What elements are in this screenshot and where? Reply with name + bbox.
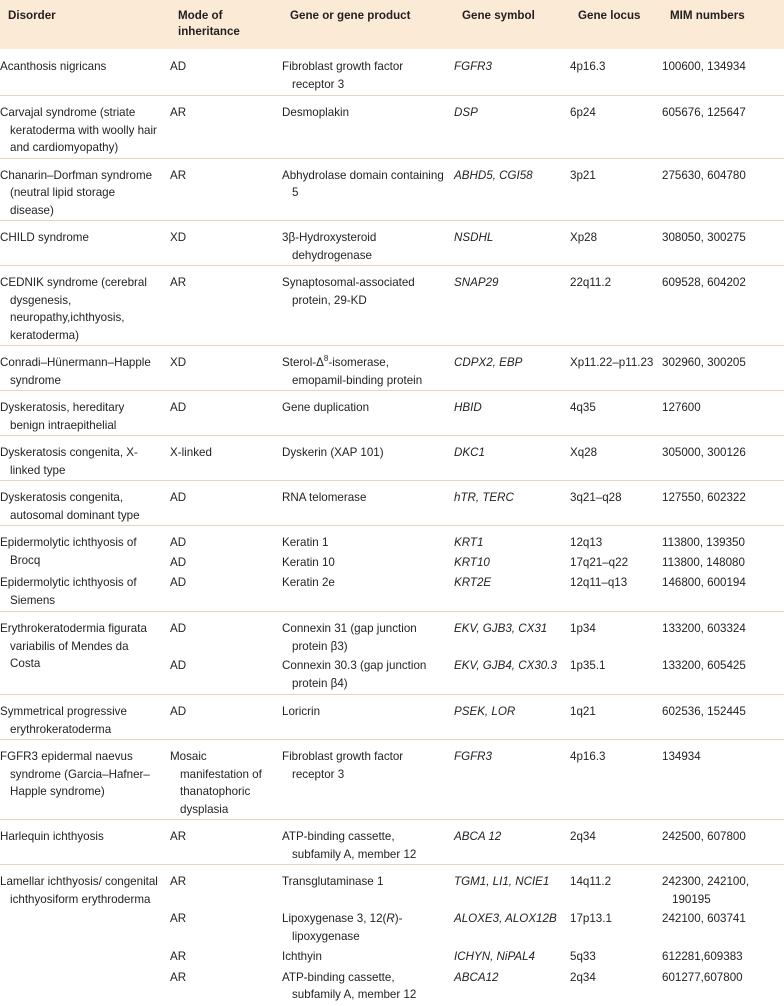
symbol-cell: DSP <box>454 96 570 159</box>
gene-cell: Connexin 30.3 (gap junction protein β4) <box>282 659 427 690</box>
locus-cell: 2q34 <box>570 970 596 984</box>
gene-text-b: -isomerase, emopamil-binding protein <box>292 356 423 387</box>
header-gene: Gene or gene product <box>290 9 411 22</box>
symbol-cell: NSDHL <box>454 221 570 266</box>
gene-cell <box>282 346 454 391</box>
mim-cell: 133200, 603324 <box>662 612 784 657</box>
symbol-cell: KRT1 <box>454 526 570 553</box>
gene-italic: R <box>386 912 395 925</box>
symbol-cell: TGM1, LI1, NCIE1 <box>454 865 570 910</box>
mim-cell: 100600, 134934 <box>662 60 746 73</box>
mim-cell: 308050, 300275 <box>662 221 784 266</box>
mode-cell: AD <box>170 555 187 569</box>
table-row <box>0 526 784 553</box>
locus-cell: 22q11.2 <box>570 266 662 346</box>
table-row <box>0 695 784 740</box>
disorder-cell: CEDNIK syndrome (cerebral dysgenesis, neuropathy,ichthyosis, keratoderma) <box>0 266 170 346</box>
mim-cell: 127550, 602322 <box>662 481 784 526</box>
locus-cell: 4q35 <box>570 391 662 436</box>
header-mode: Mode of inheritance <box>178 9 240 38</box>
gene-cell: Keratin 2e <box>282 576 335 589</box>
table-row <box>0 865 784 910</box>
table-row <box>0 740 784 820</box>
locus-cell: 12q13 <box>570 526 662 553</box>
gene-cell: Fibroblast growth factor receptor 3 <box>282 740 454 820</box>
locus-cell: Xq28 <box>570 436 662 481</box>
mode-cell: AR <box>170 865 282 910</box>
header-mim: MIM numbers <box>670 9 745 22</box>
mode-cell: Mosaic manifestation of thanatophoric dysplasia <box>170 740 282 820</box>
table-row <box>0 221 784 266</box>
locus-cell: 3p21 <box>570 158 662 221</box>
gene-cell: Fibroblast growth factor receptor 3 <box>282 60 404 91</box>
disorder-cell: FGFR3 epidermal naevus syndrome (Garcia–Hafner–Happle syndrome) <box>0 740 170 820</box>
locus-cell: Xp28 <box>570 221 662 266</box>
gene-text-b: )-lipoxygenase <box>292 912 403 943</box>
locus-cell: 1p35.1 <box>570 659 606 672</box>
locus-cell: 6p24 <box>570 96 662 159</box>
mim-cell: 113800, 148080 <box>662 555 745 569</box>
symbol-cell: EKV, GJB4, CX30.3 <box>454 659 557 672</box>
symbol-cell: HBID <box>454 391 570 436</box>
mode-cell: AD <box>170 576 187 589</box>
symbol-cell: FGFR3 <box>454 740 570 820</box>
gene-cell: Loricrin <box>282 695 454 740</box>
mode-cell: AR <box>170 970 187 984</box>
header-row <box>0 0 784 49</box>
mode-cell: X-linked <box>170 436 282 481</box>
symbol-cell: KRT10 <box>454 555 490 569</box>
header-locus: Gene locus <box>578 9 641 22</box>
locus-cell: 3q21–q28 <box>570 481 662 526</box>
symbol-cell: EKV, GJB3, CX31 <box>454 612 570 657</box>
locus-cell: 1q21 <box>570 695 662 740</box>
disorder-cell: Conradi–Hünermann–Happle syndrome <box>0 346 170 391</box>
locus-cell: 4p16.3 <box>570 60 606 73</box>
symbol-cell: SNAP29 <box>454 266 570 346</box>
mim-cell: 612281,609383 <box>662 950 743 963</box>
disorder-cell: Epidermolytic ichthyosis of Siemens <box>0 576 137 607</box>
table-row <box>0 436 784 481</box>
mode-cell: AR <box>170 820 282 865</box>
symbol-cell: PSEK, LOR <box>454 695 570 740</box>
disorder-cell: Lamellar ichthyosis/ congenital ichthyosiform erythroderma <box>0 865 170 1006</box>
disorder-cell: Dyskeratosis congenita, autosomal dominant type <box>0 481 170 526</box>
mim-cell: 601277,607800 <box>662 970 743 984</box>
mode-cell: AD <box>170 612 282 657</box>
mode-cell: AD <box>170 695 282 740</box>
gene-cell: Synaptosomal-associated protein, 29-KD <box>282 266 454 346</box>
mim-cell: 275630, 604780 <box>662 158 784 221</box>
gene-text-a: Sterol-Δ <box>282 356 324 369</box>
symbol-cell: CDPX2, EBP <box>454 346 570 391</box>
gene-cell: RNA telomerase <box>282 481 454 526</box>
table-row <box>0 158 784 221</box>
header-disorder: Disorder <box>8 9 56 22</box>
mim-cell: 134934 <box>662 740 784 820</box>
locus-cell: 2q34 <box>570 820 662 865</box>
mim-cell: 127600 <box>662 391 784 436</box>
gene-cell: Keratin 10 <box>282 555 335 569</box>
table-row <box>0 612 784 657</box>
table-row <box>0 96 784 159</box>
symbol-cell: ICHYN, NiPAL4 <box>454 950 535 963</box>
locus-cell: 5q33 <box>570 950 596 963</box>
mim-cell: 609528, 604202 <box>662 266 784 346</box>
mim-cell: 242100, 603741 <box>662 912 746 925</box>
disorder-cell: Harlequin ichthyosis <box>0 820 170 865</box>
mim-cell: 302960, 300205 <box>662 346 784 391</box>
table-row <box>0 49 784 96</box>
mim-cell: 113800, 139350 <box>662 526 784 553</box>
table-row <box>0 266 784 346</box>
locus-cell: 12q11–q13 <box>570 576 628 589</box>
symbol-cell: DKC1 <box>454 436 570 481</box>
mode-cell: AR <box>170 266 282 346</box>
disorder-cell: Chanarin–Dorfman syndrome (neutral lipid storage disease) <box>0 158 170 221</box>
mode-cell: XD <box>170 346 282 391</box>
gene-text-a: Lipoxygenase 3, 12( <box>282 912 387 925</box>
gene-cell: Keratin 1 <box>282 526 454 553</box>
mim-cell: 242300, 242100, 190195 <box>662 865 784 910</box>
locus-cell: 17q21–q22 <box>570 555 629 569</box>
gene-cell: Dyskerin (XAP 101) <box>282 436 454 481</box>
table-body <box>0 49 784 1006</box>
gene-cell: Transglutaminase 1 <box>282 865 454 910</box>
disorder-cell: CHILD syndrome <box>0 221 170 266</box>
mode-cell: AR <box>170 96 282 159</box>
mim-cell: 133200, 605425 <box>662 659 746 672</box>
mode-cell: AD <box>170 60 187 73</box>
table-row <box>0 481 784 526</box>
disorder-cell: Dyskeratosis congenita, X-linked type <box>0 436 170 481</box>
mim-cell: 146800, 600194 <box>662 576 746 589</box>
locus-cell: 1p34 <box>570 612 662 657</box>
gene-cell: Connexin 31 (gap junction protein β3) <box>282 612 454 657</box>
gene-cell: ATP-binding cassette, subfamily A, member 12 <box>282 820 454 865</box>
locus-cell: 4p16.3 <box>570 740 662 820</box>
mode-cell: AD <box>170 481 282 526</box>
table-row <box>0 820 784 865</box>
header-symbol: Gene symbol <box>462 9 535 22</box>
mim-cell: 602536, 152445 <box>662 695 784 740</box>
symbol-cell: KRT2E <box>454 576 492 589</box>
disorder-cell: Erythrokeratodermia figurata variabilis of Mendes da Costa <box>0 612 170 695</box>
mode-cell: AD <box>170 391 282 436</box>
disorder-cell: Dyskeratosis, hereditary benign intraepithelial <box>0 391 170 436</box>
gene-cell: 3β-Hydroxysteroid dehydrogenase <box>282 221 454 266</box>
symbol-cell: hTR, TERC <box>454 481 570 526</box>
table-row <box>0 346 784 391</box>
mode-cell: AR <box>170 950 187 963</box>
symbol-cell: FGFR3 <box>454 60 493 73</box>
mode-cell: XD <box>170 221 282 266</box>
gene-cell: Abhydrolase domain containing 5 <box>282 158 454 221</box>
symbol-cell: ABCA 12 <box>454 820 570 865</box>
symbol-cell: ABHD5, CGI58 <box>454 158 570 221</box>
mode-cell: AR <box>170 158 282 221</box>
symbol-cell: ABCA12 <box>454 970 499 984</box>
disorder-cell: Symmetrical progressive erythrokeratoderma <box>0 695 170 740</box>
table-row <box>0 573 784 612</box>
mim-cell: 242500, 607800 <box>662 820 784 865</box>
symbol-cell: ALOXE3, ALOX12B <box>454 912 557 925</box>
table-row <box>0 391 784 436</box>
mim-cell: 605676, 125647 <box>662 96 784 159</box>
gene-cell: Desmoplakin <box>282 96 454 159</box>
gene-cell: Ichthyin <box>282 950 322 963</box>
gene-cell <box>282 909 454 947</box>
table-header <box>0 0 784 49</box>
mode-cell: AR <box>170 912 187 925</box>
disorder-cell: Carvajal syndrome (striate keratoderma with woolly hair and cardiomyopathy) <box>0 96 170 159</box>
gene-cell: ATP-binding cassette, subfamily A, member 12 <box>282 970 417 1001</box>
disorder-cell: Epidermolytic ichthyosis of Brocq <box>0 526 170 574</box>
locus-cell: 17p13.1 <box>570 912 612 925</box>
mode-cell: AD <box>170 659 187 672</box>
gene-superscript: 8 <box>323 354 329 364</box>
locus-cell: 14q11.2 <box>570 865 662 910</box>
mim-cell: 305000, 300126 <box>662 436 784 481</box>
mode-cell: AD <box>170 526 282 553</box>
gene-cell: Gene duplication <box>282 391 454 436</box>
disorder-cell: Acanthosis nigricans <box>0 60 107 73</box>
locus-cell: Xp11.22–p11.23 <box>570 346 662 391</box>
